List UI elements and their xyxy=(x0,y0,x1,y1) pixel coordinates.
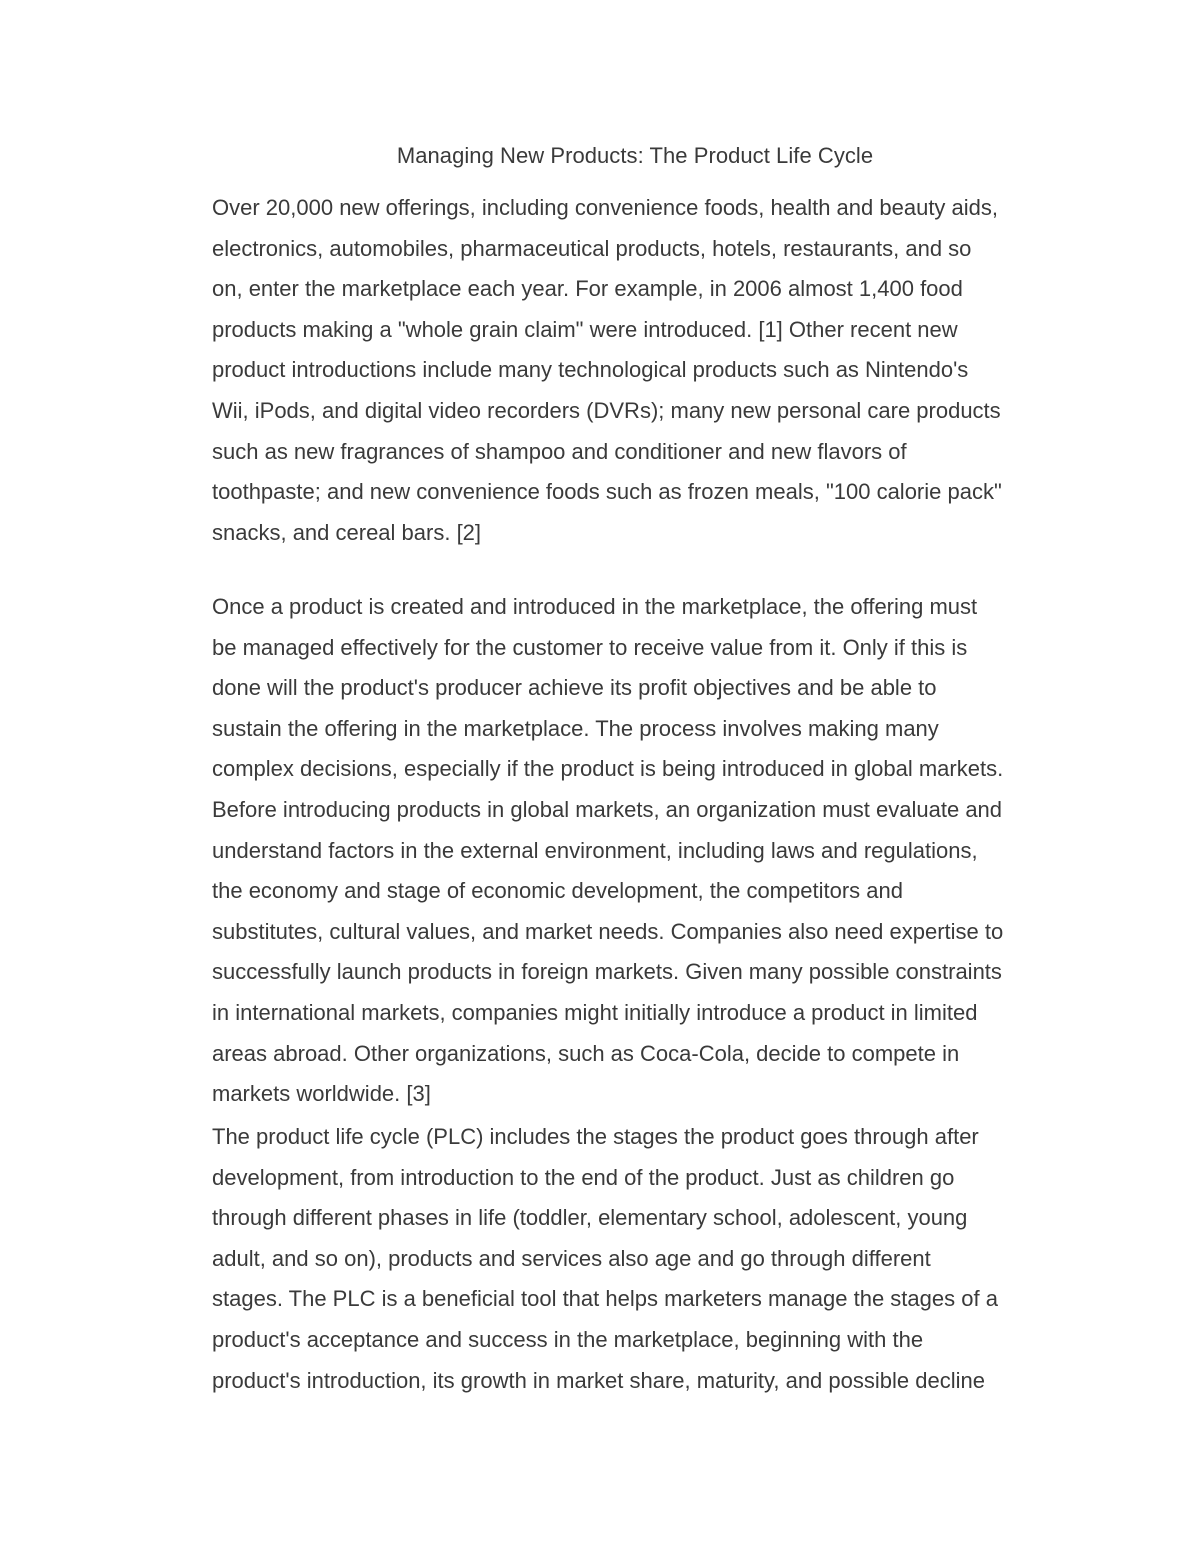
paragraph-line: product's acceptance and success in the marketplace, beginning with the xyxy=(212,1326,924,1352)
paragraph-line: markets worldwide. [3] xyxy=(212,1081,431,1107)
paragraph-line: electronics, automobiles, pharmaceutical products, hotels, restaurants, and so xyxy=(212,235,972,261)
paragraph-line: successfully launch products in foreign markets. Given many possible constraints xyxy=(212,959,1002,985)
paragraph-line: such as new fragrances of shampoo and conditioner and new flavors of xyxy=(212,438,907,464)
paragraph-line: The product life cycle (PLC) includes the stages the product goes through after xyxy=(212,1124,979,1149)
paragraph-line: on, enter the marketplace each year. For example, in 2006 almost 1,400 food xyxy=(212,276,963,302)
paragraph-management xyxy=(212,587,1072,1115)
paragraph-line: snacks, and cereal bars. [2] xyxy=(212,519,482,545)
paragraph-line: products making a "whole grain claim" were introduced. [1] Other recent new xyxy=(212,316,958,342)
paragraph-line: areas abroad. Other organizations, such as Coca-Cola, decide to compete in xyxy=(212,1040,960,1066)
paragraph-line: Once a product is created and introduced in the marketplace, the offering must xyxy=(212,594,978,619)
paragraph-line: be managed effectively for the customer to receive value from it. Only if this is xyxy=(212,634,968,660)
paragraph-plc xyxy=(212,1117,1072,1401)
paragraph-line: done will the product's producer achieve its profit objectives and be able to xyxy=(212,675,937,701)
paragraph-line: product introductions include many technological products such as Nintendo's xyxy=(212,357,969,383)
paragraph-line: Wii, iPods, and digital video recorders (DVRs); many new personal care products xyxy=(212,397,1001,423)
paragraph-line: substitutes, cultural values, and market needs. Companies also need expertise to xyxy=(212,918,1004,944)
paragraph-line: understand factors in the external environment, including laws and regulations, xyxy=(212,837,978,863)
paragraph-line: Before introducing products in global markets, an organization must evaluate and xyxy=(212,796,1003,822)
paragraph-line: stages. The PLC is a beneficial tool that helps marketers manage the stages of a xyxy=(212,1286,998,1312)
paragraph-line: through different phases in life (toddler, elementary school, adolescent, young xyxy=(212,1205,968,1231)
paragraph-intro xyxy=(212,188,1072,553)
paragraph-line: Over 20,000 new offerings, including convenience foods, health and beauty aids, xyxy=(212,195,999,220)
paragraph-line: toothpaste; and new convenience foods such as frozen meals, "100 calorie pack" xyxy=(212,479,1002,505)
paragraph-line: product's introduction, its growth in market share, maturity, and possible decline xyxy=(212,1367,985,1393)
paragraph-line: development, from introduction to the end of the product. Just as children go xyxy=(212,1164,955,1190)
paragraph-line: the economy and stage of economic development, the competitors and xyxy=(212,878,903,904)
paragraph-line: sustain the offering in the marketplace. The process involves making many xyxy=(212,715,939,741)
paragraph-line: complex decisions, especially if the product is being introduced in global markets. xyxy=(212,756,1004,782)
paragraph-line: adult, and so on), products and services also age and go through different xyxy=(212,1245,931,1271)
paragraph-line: in international markets, companies might initially introduce a product in limited xyxy=(212,999,978,1025)
document-title: Managing New Products: The Product Life Cycle xyxy=(396,143,874,168)
